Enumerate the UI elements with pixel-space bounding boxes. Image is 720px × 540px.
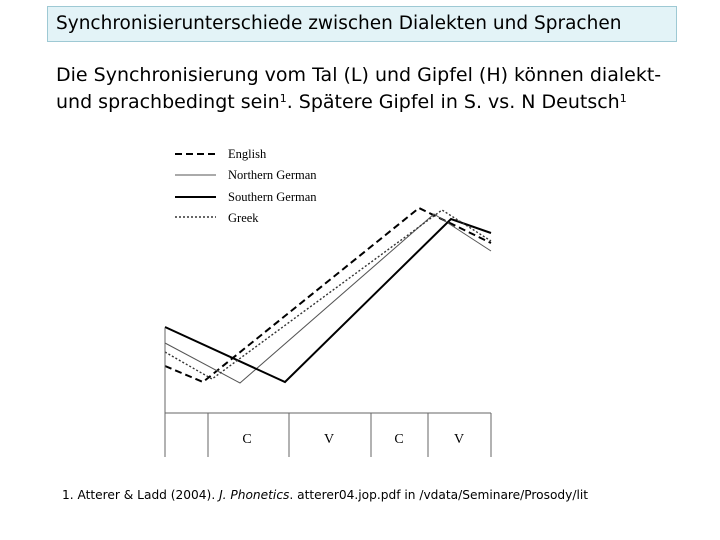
contour-english [165, 208, 491, 382]
legend-label-greek: Greek [228, 211, 259, 225]
legend [175, 147, 317, 225]
legend-label-english: English [228, 147, 267, 161]
body-line-2: und sprachbedingt sein [56, 91, 280, 113]
contour-greek [165, 210, 491, 379]
contour-southern-german [165, 219, 491, 382]
body-line-2-rest: . Spätere Gipfel in S. vs. N Deutsch [286, 91, 620, 113]
contours [165, 208, 491, 383]
footnote-citation: 1. Atterer & Ladd (2004). [62, 488, 220, 502]
footnote [62, 487, 712, 503]
legend-label-southern-german: Southern German [228, 190, 317, 204]
footnote-path: . atterer04.jop.pdf in /vdata/Seminare/Prosody/lit [289, 488, 589, 502]
legend-label-northern-german: Northern German [228, 168, 317, 182]
slide-title: Synchronisierunterschiede zwischen Dialekten und Sprachen [47, 6, 677, 42]
segment-label: V [323, 432, 335, 447]
segment-label: V [453, 432, 465, 447]
footnote-journal: J. Phonetics [219, 488, 290, 502]
segment-label: C [242, 432, 252, 447]
segment-label: C [394, 432, 404, 447]
body-line-1: Die Synchronisierung vom Tal (L) und Gipfel (H) können dialekt- [56, 64, 662, 86]
footnote-ref-2: 1 [619, 92, 627, 105]
contour-northern-german [165, 214, 491, 383]
footnote-ref: 1 [279, 92, 287, 105]
segment-tier [165, 328, 491, 457]
